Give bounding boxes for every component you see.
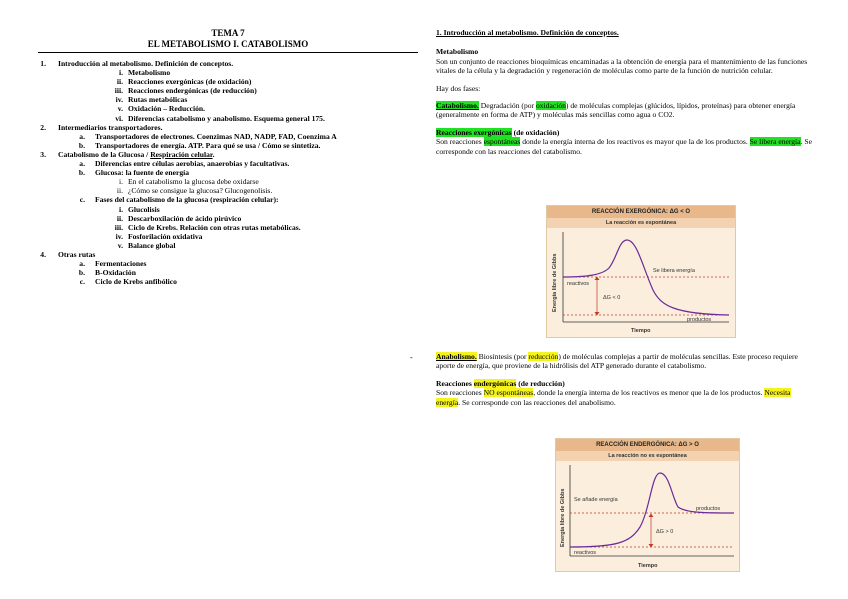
exergonicas-heading [436,128,816,137]
text-part: (de oxidación) [511,127,560,137]
toc-number: 2. [40,122,46,132]
toc-item [38,77,418,86]
toc-text: Fases del catabolismo de la glucosa (respiración celular): [95,195,279,205]
toc-item [38,132,418,141]
toc-text [38,150,214,159]
productos-label: productos [687,317,712,323]
section-title: 1. Introducción al metabolismo. Definición de conceptos. [436,28,619,37]
exergonicas-highlight: Reacciones exergónicas [436,127,512,137]
text-part: Son reacciones [436,388,484,398]
endergonicas-heading [436,379,816,388]
release-label: Se libera energía [653,268,695,274]
toc-number: ii. [116,77,123,87]
toc-item [38,186,418,195]
text-part: Degradación (por [478,101,536,111]
toc-text: En el catabolismo la glucosa debe oxidarse [128,177,259,187]
text-part: Son reacciones [436,137,484,147]
toc-number: i. [118,177,123,187]
toc-item [38,168,418,177]
text-part: Reacciones [436,378,474,388]
toc-text: Reacciones exergónicas (de oxidación) [128,77,252,87]
productos-label: productos [696,506,721,512]
toc-number: 4. [40,249,46,259]
text-part: , donde la energía interna de los reactivos es menor que la de los productos. [533,388,765,398]
toc-text-underlined: Respiración celular [150,149,213,159]
toc-text: Fermentaciones [95,259,147,269]
delta-g-label: ΔG < 0 [603,295,621,301]
endergonic-diagram-title: REACCIÓN ENDERGÓNICA: ΔG > O [556,439,739,451]
toc-item [38,268,418,277]
exergonic-plot [547,228,737,339]
toc-item [38,95,418,104]
toc-number: 1. [40,59,46,68]
toc-number: a. [79,159,85,169]
endergonic-diagram [555,438,740,572]
x-axis-label: Tiempo [631,328,651,334]
toc-item [38,86,418,95]
toc-item [38,241,418,250]
toc-item [38,232,418,241]
energy-curve [563,240,729,315]
doc-title-line2: EL METABOLISMO I. CATABOLISMO [147,39,309,49]
text-part: . Se corresponde con las reacciones del catabolismo. [436,137,812,156]
toc-item [38,205,418,214]
exergonic-diagram-subtitle: La reacción es espontánea [547,218,735,228]
endergonicas-highlight: endergónicas [473,378,517,388]
toc-number: c. [79,277,85,287]
exergonic-diagram [546,205,736,338]
endergonic-plot [556,461,741,573]
toc-text: Oxidación – Reducción. [128,104,205,114]
anabolismo-term: Anabolismo. [436,352,477,361]
list-dash: - [410,353,413,362]
toc-text: Intermediarios transportadores. [58,122,163,132]
left-column [38,28,418,286]
toc-number: b. [78,268,85,278]
toc-item [38,150,418,159]
metabolismo-paragraph: Son un conjunto de reacciones bioquímicas encaminadas a la obtención de energía para el mantenimiento de las funciones vitales de la célula y la degradación y regeneración de moléculas como parte de la función de nutrición celular. [436,56,808,76]
endergonic-diagram-subtitle: La reacción no es espontánea [556,451,739,461]
x-axis-label: Tiempo [638,563,658,569]
toc-text-part: . [212,149,215,159]
toc-number: vi. [115,113,123,123]
toc-text: Metabolismo [128,68,171,78]
necesita-energia-highlight: Necesita energía [436,388,791,407]
no-espontaneas-highlight: NO espontáneas [483,388,534,398]
toc-number: i. [118,68,123,78]
endergonicas-paragraph [436,388,816,407]
toc-text-part: Catabolismo de la Glucosa / [58,149,151,159]
title-divider [38,52,418,53]
toc-number: iii. [114,222,123,232]
catabolismo-term: Catabolismo. [436,101,479,111]
toc-number: iv. [115,95,123,105]
catabolismo-paragraph [436,101,816,120]
text-part: donde la energía interna de los reactivos es mayor que la de los productos. [520,137,750,147]
text-part: (de reducción) [516,378,565,388]
toc-text: B-Oxidación [95,268,136,278]
text-part: Biosíntesis (por [476,352,529,361]
toc-text: Ciclo de Krebs anfibólico [95,277,177,287]
toc-text: Reacciones endergónicas (de reducción) [128,86,257,96]
exergonicas-paragraph [436,137,816,156]
toc-item [38,214,418,223]
reduccion-highlight: reducción [528,352,559,361]
toc-item [38,195,418,204]
arrow-head-bottom [649,544,654,548]
anabolismo-paragraph [436,352,816,371]
toc-text: Glucolisis [128,204,160,214]
text-part: ) de moléculas complejas (glúcidos, lípidos, proteínas) para obtener energía (generalmente en forma de ATP) y moléculas más sencillas como agua o CO2. [436,101,796,120]
arrow-head-top [649,514,654,518]
toc-number: b. [78,140,85,150]
toc-text: Rutas metabólicas [128,95,188,105]
toc-item [38,223,418,232]
toc-item [38,68,418,77]
toc-item [38,277,418,286]
toc-number: ii. [116,213,123,223]
toc-number: ii. [116,186,123,196]
y-axis-label: Energía libre de Gibbs [552,253,558,312]
toc-number: 3. [40,149,46,159]
toc-text: Transportadores de electrones. Coenzimas NAD, NADP, FAD, Coenzima A [95,131,337,141]
metabolismo-heading: Metabolismo [436,47,479,57]
exergonic-diagram-title: REACCIÓN EXERGÓNICA: ΔG < O [547,206,735,218]
toc-number: v. [117,104,123,114]
toc-item [38,123,418,132]
toc-number: a. [79,131,85,141]
toc-text: Glucosa: la fuente de energía [95,168,190,178]
reactivos-label: reactivos [567,281,590,287]
toc-item [38,259,418,268]
toc-text: Ciclo de Krebs. Relación con otras rutas metabólicas. [128,222,301,232]
toc-item [38,250,418,259]
toc-number: v. [117,240,123,250]
toc-text: ¿Cómo se consigue la glucosa? Glucogenolisis. [128,186,273,196]
toc-text: Otras rutas [58,249,96,259]
y-axis-label: Energía libre de Gibbs [560,488,566,547]
oxidacion-highlight: oxidación [535,101,566,111]
toc-number: iii. [114,86,123,96]
doc-title-line1: TEMA 7 [211,28,245,38]
toc-text: Descarboxilación de ácido pirúvico [128,213,242,223]
toc-number: b. [78,168,85,178]
toc-text: Transportadores de energía. ATP. Para qué se usa / Cómo se sintetiza. [95,140,321,150]
toc-text: Fosforilación oxidativa [128,231,203,241]
delta-g-label: ΔG > 0 [656,529,674,535]
toc-item [38,177,418,186]
espontaneas-highlight: espontáneas [483,137,521,147]
toc-number: i. [118,204,123,214]
toc-number: a. [79,259,85,269]
right-column [436,28,816,156]
toc-text: Diferencias catabolismo y anabolismo. Esquema general 175. [128,113,325,123]
toc-number: iv. [115,231,123,241]
fases-intro: Hay dos fases: [436,83,481,93]
toc-item [38,159,418,168]
toc-text: Balance global [128,240,176,250]
toc-text: Introducción al metabolismo. Definición de conceptos. [58,59,234,68]
text-part: . Se corresponde con las reacciones del anabolismo. [458,397,616,407]
added-energy-label: Se añade energía [574,497,618,503]
reactivos-label: reactivos [574,550,597,556]
toc-item [38,59,418,68]
toc-item [38,104,418,113]
toc-text: Diferencias entre células aerobias, anaerobias y facultativas. [95,159,290,169]
right-column-lower [436,352,816,407]
toc-item [38,141,418,150]
libera-energia-highlight: Se libera energía [749,137,801,147]
table-of-contents [38,59,418,286]
toc-item [38,114,418,123]
toc-number: c. [79,195,85,205]
text-part: ) de moléculas complejas a partir de moléculas sencillas. Este proceso requiere aporte de energía, que proviene de la hidrólisis del ATP generado durante el catabolismo. [436,352,798,371]
